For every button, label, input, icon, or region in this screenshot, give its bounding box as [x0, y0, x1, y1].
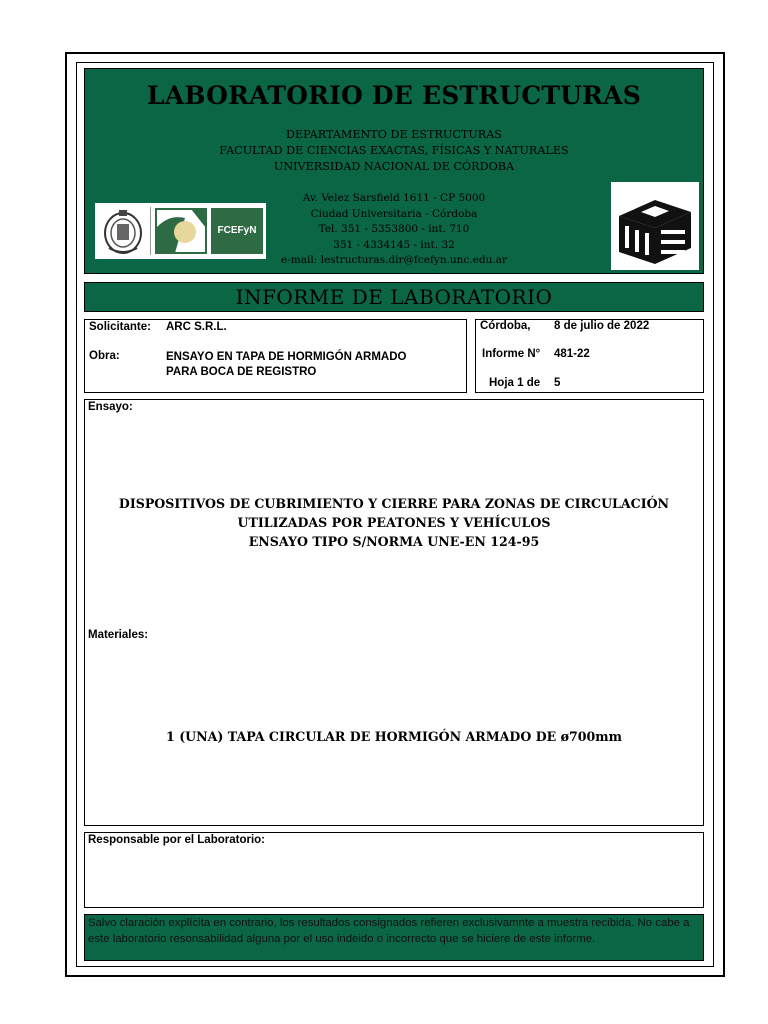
client-box	[84, 319, 467, 393]
test-box	[84, 399, 704, 826]
disclaimer-text: Salvo claración explícita en contrario, los resultados consignados refieren exclusivamnte a muestra recibida. No cabe a este laboratorio resonsabilidad alguna por el uso indeido o incorrecto que se hiciere de este informe.	[88, 917, 690, 945]
responsible-label: Responsable por el Laboratorio:	[88, 834, 265, 846]
fcefyn-badge: FCEFyN	[211, 208, 263, 254]
campus-line: Ciudad Universitaria - Córdoba	[310, 207, 478, 220]
test-line-1: DISPOSITIVOS DE CUBRIMIENTO Y CIERRE PARA ZONAS DE CIRCULACIÓN	[118, 496, 670, 511]
lab-header	[84, 68, 704, 274]
report-meta-box	[475, 319, 704, 393]
logo-divider	[150, 207, 151, 255]
phone-line-1: Tel. 351 - 5353800 - int. 710	[318, 223, 470, 235]
lab-title: LABORATORIO DE ESTRUCTURAS	[147, 81, 641, 110]
responsible-box	[84, 832, 704, 908]
test-line-2: UTILIZADAS POR PEATONES Y VEHÍCULOS	[237, 515, 551, 530]
university-line: UNIVERSIDAD NACIONAL DE CÓRDOBA	[273, 160, 515, 173]
fcefyn-emblem-icon	[155, 208, 207, 254]
university-logos	[95, 203, 266, 259]
work-line-1: ENSAYO EN TAPA DE HORMIGÓN ARMADO	[166, 351, 407, 363]
page-count-total: 5	[554, 377, 561, 389]
phone-line-2: 351 - 4334145 - int. 32	[333, 238, 455, 251]
city-label: Córdoba,	[480, 320, 531, 332]
report-title-bar: INFORME DE LABORATORIO	[84, 282, 704, 312]
department-line: DEPARTAMENTO DE ESTRUCTURAS	[286, 128, 502, 141]
work-line-2: PARA BOCA DE REGISTRO	[166, 366, 317, 378]
report-number-label: Informe N°	[482, 348, 541, 360]
test-label: Ensayo:	[88, 401, 133, 413]
work-label: Obra:	[89, 350, 120, 362]
university-seal-icon	[99, 206, 147, 256]
report-number: 481-22	[554, 348, 590, 360]
email-line: e-mail: lestructuras.dir@fcefyn.unc.edu.ar	[281, 254, 507, 266]
report-date: 8 de julio de 2022	[554, 320, 650, 332]
materials-description: 1 (UNA) TAPA CIRCULAR DE HORMIGÓN ARMADO DE ø700mm	[166, 729, 622, 744]
faculty-line: FACULTAD DE CIENCIAS EXACTAS, FÍSICAS Y NATURALES	[219, 144, 569, 157]
test-description	[85, 494, 703, 551]
page-count-label: Hoja 1 de	[489, 377, 541, 389]
client-label: Solicitante:	[89, 321, 151, 333]
lab-logo-icon	[611, 182, 699, 270]
address-line: Av. Velez Sarsfield 1611 - CP 5000	[302, 192, 486, 204]
client-value: ARC S.R.L.	[166, 321, 227, 333]
department-block	[85, 127, 703, 175]
materials-label: Materiales:	[88, 629, 149, 641]
test-line-3: ENSAYO TIPO S/NORMA UNE-EN 124-95	[248, 534, 540, 549]
disclaimer-box	[84, 914, 704, 961]
